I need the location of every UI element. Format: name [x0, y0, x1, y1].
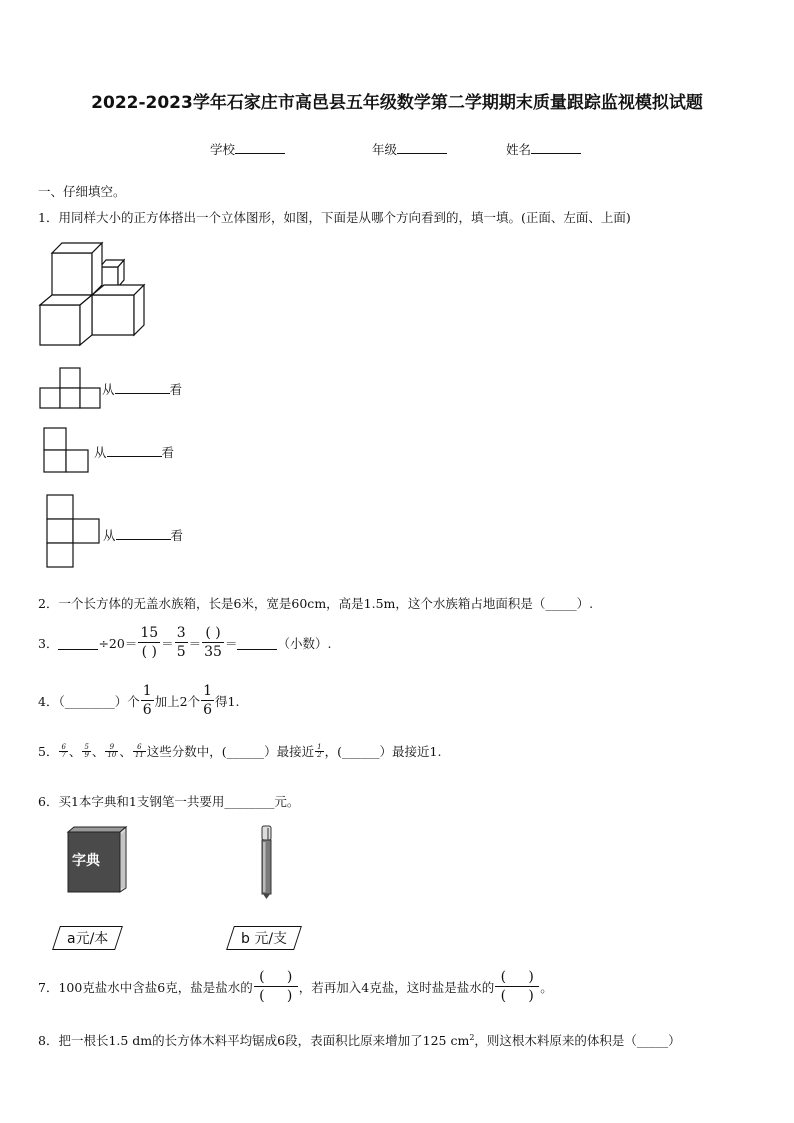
from-label: 从: [94, 445, 107, 460]
question-5: [38, 742, 441, 760]
view-grid-1: [40, 367, 100, 409]
fraction-5-over-9: $\frac{5}{9}$: [84, 742, 89, 759]
fraction-6-over-11: $\frac{6}{11}$: [134, 742, 144, 759]
question-3-blank-1[interactable]: [58, 636, 98, 650]
question-4-part-c: 得1.: [215, 693, 240, 709]
question-5-part-b: ，(______）最接近1.: [324, 744, 442, 759]
fraction-1-over-6: $\frac{1}{6}$: [142, 683, 152, 718]
question-3: [38, 626, 331, 659]
name-field: [506, 140, 581, 158]
dictionary-price-tag: [56, 926, 119, 950]
question-4-part-a: 4．（________）个: [38, 693, 140, 709]
pen-price-tag: [230, 926, 298, 950]
view-3-blank[interactable]: [116, 526, 171, 540]
grade-blank[interactable]: [397, 140, 447, 154]
division-text: ÷20＝: [98, 635, 138, 651]
look-label: 看: [170, 528, 184, 543]
view-3-answer: [103, 526, 183, 544]
dictionary-price: a元/本: [67, 931, 109, 947]
name-label: 姓名: [506, 142, 532, 157]
view-grid-2: [43, 427, 89, 473]
question-5-number: 5．: [38, 744, 59, 759]
question-1-text: 1．用同样大小的正方体搭出一个立体图形，如图，下面是从哪个方向看到的，填一填。(正面、左面、上面): [38, 210, 631, 225]
look-label: 看: [169, 382, 183, 397]
grade-field: [372, 140, 447, 158]
blank-fraction-2[interactable]: $\frac{( )}{( )}$: [495, 970, 539, 1003]
question-4-part-b: 加上2个: [154, 693, 201, 709]
view-grid-3: [46, 494, 100, 570]
fraction-1-over-2: $\frac{1}{2}$: [317, 742, 322, 759]
question-2-text: 2．一个长方体的无盖水族箱，长是6米，宽是60cm，高是1.5m，这个水族箱占地面积是（_____）.: [38, 596, 594, 611]
view-2-blank[interactable]: [107, 443, 162, 457]
question-7-part-a: 7．100克盐水中含盐6克，盐是盐水的: [38, 979, 253, 995]
squared-superscript: 2: [469, 1032, 475, 1042]
question-8: [38, 1031, 681, 1049]
from-label: 从: [102, 382, 115, 397]
school-label: 学校: [210, 142, 236, 157]
name-blank[interactable]: [531, 140, 581, 154]
fraction-15-over-blank: $\frac{15}{( )}$: [140, 625, 159, 660]
blank-fraction-1[interactable]: $\frac{( )}{( )}$: [254, 970, 298, 1003]
question-8-part-b: ，则这根木料原来的体积是（_____）: [474, 1033, 681, 1048]
question-3-blank-2[interactable]: [237, 636, 277, 650]
grade-label: 年级: [372, 142, 398, 157]
question-5-part-a: 这些分数中，(______）最接近: [146, 744, 315, 759]
fraction-6-over-7: $\frac{6}{7}$: [61, 742, 66, 759]
dictionary-label: 字典: [72, 853, 100, 869]
pen-image: [257, 824, 277, 900]
from-label: 从: [103, 528, 116, 543]
question-8-part-a: 8．把一根长1.5 dm的长方体木料平均锯成6段，表面积比原来增加了125 cm: [38, 1033, 470, 1048]
equals-sign: ＝: [188, 635, 202, 651]
section-heading: 一、仔细填空。: [38, 184, 126, 199]
fraction-blank-over-35: $\frac{( )}{35}$: [204, 625, 222, 660]
page-title: 2022-2023学年石家庄市高邑县五年级数学第二学期期末质量跟踪监视模拟试题: [91, 93, 703, 113]
look-label: 看: [161, 445, 175, 460]
fraction-9-over-10: $\frac{9}{10}$: [107, 742, 117, 759]
fraction-3-over-5: $\frac{3}{5}$: [176, 625, 186, 660]
question-3-number: 3．: [38, 635, 59, 651]
view-2-answer: [94, 443, 174, 461]
question-6-text: 6．买1本字典和1支钢笔一共要用________元。: [38, 794, 300, 809]
pen-price: b 元/支: [241, 931, 288, 947]
school-blank[interactable]: [235, 140, 285, 154]
question-7: [38, 970, 553, 1003]
separator: 、: [68, 744, 82, 759]
separator: 、: [91, 744, 105, 759]
view-1-answer: [102, 380, 182, 398]
view-1-blank[interactable]: [115, 380, 170, 394]
question-7-part-b: ，若再加入4克盐，这时盐是盐水的: [298, 979, 495, 995]
fraction-1-over-6: $\frac{1}{6}$: [203, 683, 212, 718]
separator: 、: [119, 744, 132, 759]
school-field: [210, 140, 285, 158]
question-4: [38, 684, 239, 717]
equals-sign: ＝: [224, 635, 238, 651]
equals-sign: ＝: [161, 635, 174, 651]
cube-stack-figure: [38, 215, 148, 350]
decimal-hint: （小数）.: [277, 635, 332, 651]
question-7-part-c: 。: [540, 979, 553, 995]
